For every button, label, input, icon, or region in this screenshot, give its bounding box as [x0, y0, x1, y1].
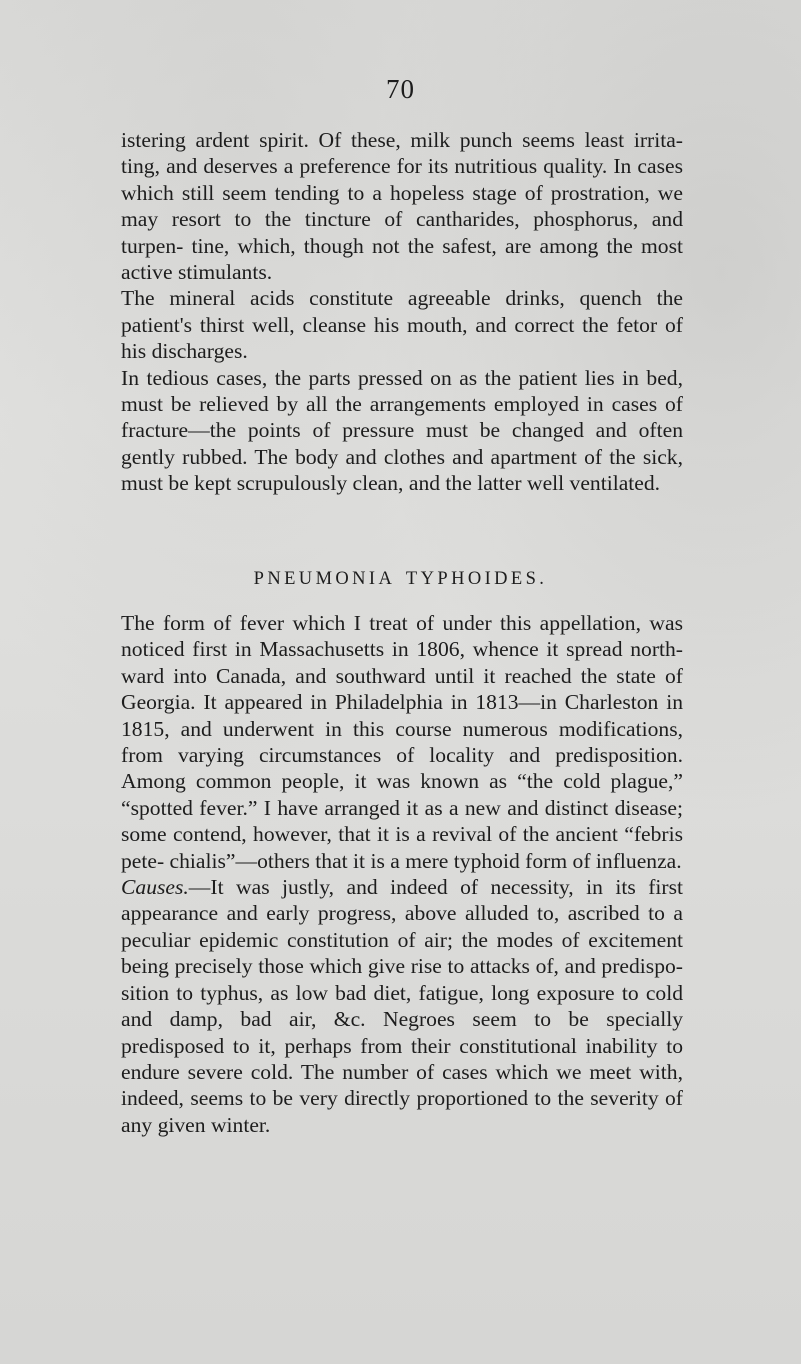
page-number: 70 — [386, 74, 415, 104]
causes-label: Causes. — [121, 875, 189, 900]
paragraph: istering ardent spirit. Of these, milk punch seems least irrita- ting, and deserves a preference for its nutritious quality. In cases which still seem tending to a hopeless stage of prostration, we may resort to the tincture of cantharides, phosphorus, and turpen- tine, which, though not the safest, are among the most active stimulants. — [121, 128, 683, 285]
paragraph: The form of fever which I treat of under this appellation, was noticed first in Massachusetts in 1806, whence it spread north- ward into Canada, and southward until it reached the state of Georgia. It appeared in Philadelphia in 1813—in Charleston in 1815, and underwent in this course numerous modifications, from varying circumstances of locality and predisposition. Among common people, it was known as “the cold plague,” “spotted fever.” I have arranged it as a new and distinct disease; some contend, however, that it is a revival of the ancient “febris pete- chialis”—others that it is a mere typhoid form of influenza. — [121, 611, 683, 873]
paragraph: In tedious cases, the parts pressed on as the patient lies in bed, must be relieved by all the arrangements employed in cases of fracture—the points of pressure must be changed and often gently rubbed. The body and clothes and apartment of the sick, must be kept scrupulously clean, and the latter well ventilated. — [121, 365, 683, 496]
section-heading: PNEUMONIA TYPHOIDES. — [253, 569, 548, 589]
causes-text: —It was justly, and indeed of necessity, in its first appearance and early progress, above alluded to, ascribed to a peculiar epidemic constitution of air; the modes of excitement being precisely those which give rise to attacks of, and predispo- sition to typhus, as low bad diet, fatigue, long exposure to cold and damp, bad air, &c. Negroes seem to be specially predisposed to it, perhaps from their constitutional inability to endure severe cold. The number of cases which we meet with, indeed, seems to be very directly proportioned to the severity of any given winter. — [121, 875, 683, 1137]
text-block-top — [121, 127, 683, 497]
paragraph: The mineral acids constitute agreeable drinks, quench the patient's thirst well, cleanse his mouth, and correct the fetor of his discharges. — [121, 286, 683, 364]
text-block-bottom — [121, 610, 683, 1138]
causes-paragraph — [121, 874, 683, 1138]
